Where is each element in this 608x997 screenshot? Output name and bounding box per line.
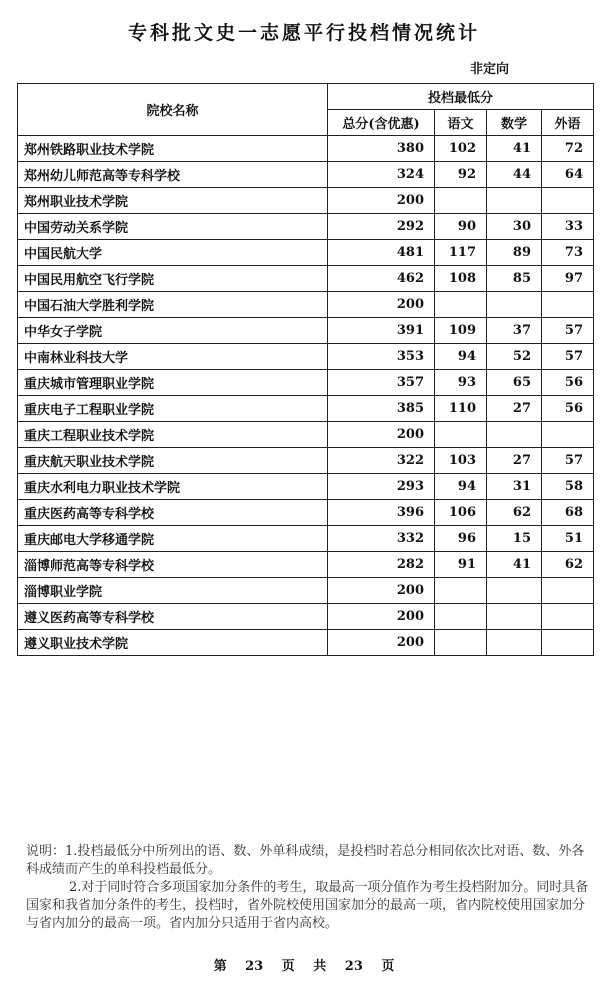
table-row <box>18 240 594 266</box>
math-score-cell: 30 <box>487 214 542 240</box>
school-name-cell: 淄博职业学院 <box>18 578 328 604</box>
english-score-cell <box>542 604 594 630</box>
note-2: 2.对于同时符合多项国家加分条件的考生，取最高一项分值作为考生投档附加分。同时具备国家和我省加分条件的考生，投档时，省外院校使用国家加分的最高一项，省内院校使用国家加分与省内加分的最高一项。省内加分只适用于省内高校。 <box>26 880 589 931</box>
page-footer: 第 23 页 共 23 页 <box>213 959 395 974</box>
math-score-cell <box>487 292 542 318</box>
math-score-cell <box>487 630 542 656</box>
school-name-cell: 中南林业科技大学 <box>18 344 328 370</box>
total-score-cell: 200 <box>328 292 435 318</box>
english-score-cell <box>542 292 594 318</box>
table-row <box>18 292 594 318</box>
total-score-cell: 332 <box>328 526 435 552</box>
school-name-cell: 重庆航天职业技术学院 <box>18 448 328 474</box>
school-name-cell: 遵义医药高等专科学校 <box>18 604 328 630</box>
school-name-cell: 中华女子学院 <box>18 318 328 344</box>
chinese-score-cell <box>435 630 487 656</box>
school-name-cell: 郑州职业技术学院 <box>18 188 328 214</box>
english-score-cell: 73 <box>542 240 594 266</box>
score-table <box>17 83 594 656</box>
math-score-cell: 41 <box>487 552 542 578</box>
total-score-cell: 200 <box>328 630 435 656</box>
total-score-cell: 200 <box>328 422 435 448</box>
table-row <box>18 604 594 630</box>
english-score-cell <box>542 630 594 656</box>
total-score-cell: 322 <box>328 448 435 474</box>
table-row <box>18 214 594 240</box>
math-score-cell: 41 <box>487 136 542 162</box>
math-score-cell: 44 <box>487 162 542 188</box>
english-score-cell: 58 <box>542 474 594 500</box>
chinese-score-cell <box>435 604 487 630</box>
chinese-score-cell: 106 <box>435 500 487 526</box>
math-score-cell <box>487 422 542 448</box>
table-row <box>18 344 594 370</box>
total-score-cell: 292 <box>328 214 435 240</box>
math-score-cell: 52 <box>487 344 542 370</box>
school-name-cell: 重庆工程职业技术学院 <box>18 422 328 448</box>
table-row <box>18 396 594 422</box>
math-score-cell <box>487 578 542 604</box>
english-score-cell <box>542 422 594 448</box>
chinese-score-cell: 117 <box>435 240 487 266</box>
table-row <box>18 188 594 214</box>
english-score-cell: 57 <box>542 344 594 370</box>
chinese-score-cell: 90 <box>435 214 487 240</box>
chinese-score-cell: 93 <box>435 370 487 396</box>
total-score-cell: 391 <box>328 318 435 344</box>
english-score-cell: 64 <box>542 162 594 188</box>
total-score-cell: 353 <box>328 344 435 370</box>
header-english: 外语 <box>542 110 594 136</box>
table-row <box>18 630 594 656</box>
english-score-cell: 57 <box>542 448 594 474</box>
chinese-score-cell: 91 <box>435 552 487 578</box>
english-score-cell: 68 <box>542 500 594 526</box>
total-score-cell: 481 <box>328 240 435 266</box>
chinese-score-cell: 94 <box>435 474 487 500</box>
math-score-cell: 65 <box>487 370 542 396</box>
math-score-cell: 85 <box>487 266 542 292</box>
chinese-score-cell <box>435 292 487 318</box>
chinese-score-cell <box>435 188 487 214</box>
school-name-cell: 重庆城市管理职业学院 <box>18 370 328 396</box>
school-name-cell: 中国民用航空飞行学院 <box>18 266 328 292</box>
english-score-cell <box>542 578 594 604</box>
page-subtitle: 非定向 <box>470 62 510 77</box>
school-name-cell: 重庆邮电大学移通学院 <box>18 526 328 552</box>
english-score-cell: 56 <box>542 396 594 422</box>
table-body <box>18 136 594 656</box>
total-score-cell: 357 <box>328 370 435 396</box>
table-row <box>18 266 594 292</box>
school-name-cell: 郑州铁路职业技术学院 <box>18 136 328 162</box>
table-row <box>18 474 594 500</box>
math-score-cell: 15 <box>487 526 542 552</box>
school-name-cell: 中国石油大学胜利学院 <box>18 292 328 318</box>
total-score-cell: 293 <box>328 474 435 500</box>
chinese-score-cell: 108 <box>435 266 487 292</box>
table-row <box>18 578 594 604</box>
school-name-cell: 淄博师范高等专科学校 <box>18 552 328 578</box>
math-score-cell: 27 <box>487 448 542 474</box>
chinese-score-cell: 110 <box>435 396 487 422</box>
table-row <box>18 162 594 188</box>
table-row <box>18 500 594 526</box>
chinese-score-cell <box>435 578 487 604</box>
total-score-cell: 200 <box>328 578 435 604</box>
header-math: 数学 <box>487 110 542 136</box>
table-row <box>18 526 594 552</box>
math-score-cell: 27 <box>487 396 542 422</box>
english-score-cell: 72 <box>542 136 594 162</box>
english-score-cell: 51 <box>542 526 594 552</box>
math-score-cell: 62 <box>487 500 542 526</box>
total-score-cell: 200 <box>328 188 435 214</box>
note-1: 说明：1.投档最低分中所列出的语、数、外单科成绩，是投档时若总分相同依次比对语、数、外各科成绩而产生的单科投档最低分。 <box>26 844 585 877</box>
header-chinese: 语文 <box>435 110 487 136</box>
math-score-cell: 37 <box>487 318 542 344</box>
math-score-cell <box>487 188 542 214</box>
school-name-cell: 重庆电子工程职业学院 <box>18 396 328 422</box>
table-row <box>18 370 594 396</box>
header-total: 总分(含优惠) <box>328 110 435 136</box>
header-school: 院校名称 <box>18 84 328 136</box>
english-score-cell: 97 <box>542 266 594 292</box>
total-score-cell: 462 <box>328 266 435 292</box>
math-score-cell: 31 <box>487 474 542 500</box>
chinese-score-cell: 103 <box>435 448 487 474</box>
chinese-score-cell: 102 <box>435 136 487 162</box>
header-min-score: 投档最低分 <box>328 84 594 110</box>
school-name-cell: 中国劳动关系学院 <box>18 214 328 240</box>
school-name-cell: 中国民航大学 <box>18 240 328 266</box>
notes <box>26 843 592 933</box>
math-score-cell: 89 <box>487 240 542 266</box>
total-score-cell: 282 <box>328 552 435 578</box>
table-row <box>18 422 594 448</box>
page-title: 专科批文史一志愿平行投档情况统计 <box>127 22 480 44</box>
total-score-cell: 380 <box>328 136 435 162</box>
school-name-cell: 重庆医药高等专科学校 <box>18 500 328 526</box>
english-score-cell: 57 <box>542 318 594 344</box>
chinese-score-cell: 92 <box>435 162 487 188</box>
total-score-cell: 385 <box>328 396 435 422</box>
chinese-score-cell: 109 <box>435 318 487 344</box>
english-score-cell: 56 <box>542 370 594 396</box>
chinese-score-cell: 94 <box>435 344 487 370</box>
school-name-cell: 重庆水利电力职业技术学院 <box>18 474 328 500</box>
school-name-cell: 遵义职业技术学院 <box>18 630 328 656</box>
table-row <box>18 136 594 162</box>
table-row <box>18 448 594 474</box>
total-score-cell: 396 <box>328 500 435 526</box>
chinese-score-cell: 96 <box>435 526 487 552</box>
english-score-cell: 62 <box>542 552 594 578</box>
chinese-score-cell <box>435 422 487 448</box>
total-score-cell: 324 <box>328 162 435 188</box>
school-name-cell: 郑州幼儿师范高等专科学校 <box>18 162 328 188</box>
english-score-cell: 33 <box>542 214 594 240</box>
table-row <box>18 552 594 578</box>
table-row <box>18 318 594 344</box>
math-score-cell <box>487 604 542 630</box>
english-score-cell <box>542 188 594 214</box>
total-score-cell: 200 <box>328 604 435 630</box>
